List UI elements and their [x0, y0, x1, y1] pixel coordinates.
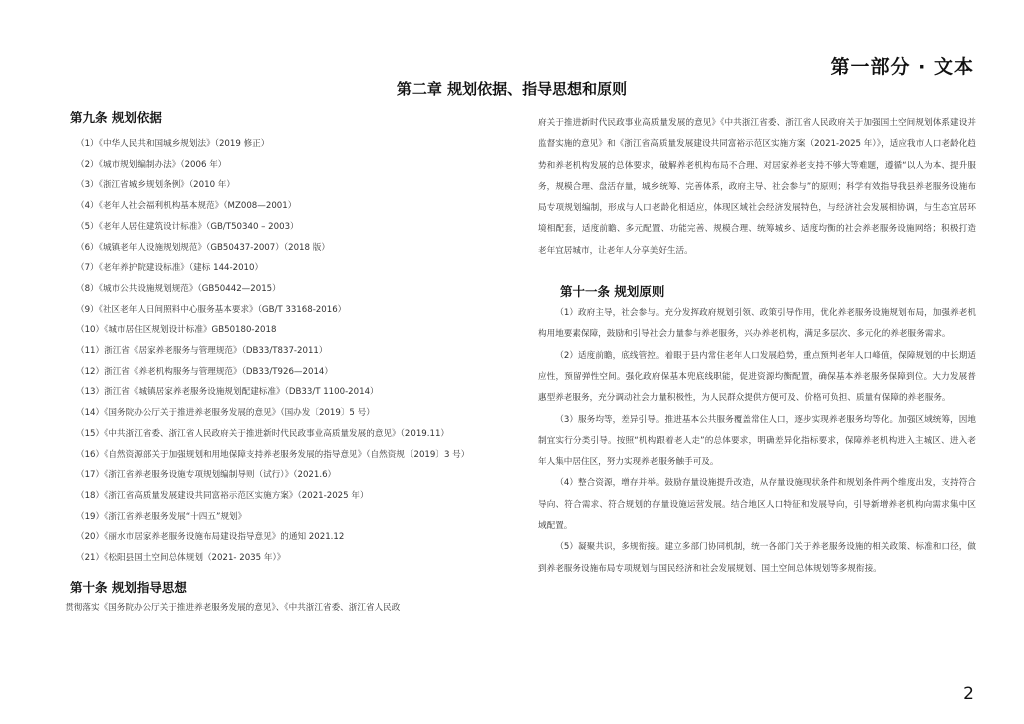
section-9-heading: 第九条 规划依据 — [70, 110, 162, 125]
principle-paragraph: （4）整合资源，增存并举。鼓励存量设施提升改造，从存量设施现状条件和规划条件两个维度出发，支持符合导向、符合需求、符合规划的存量设施运营发展。结合地区人口特征和发展导向，引导新增养老机构向需求集中区域配置。 — [538, 478, 976, 532]
section-10-paragraph-continued: 府关于推进新时代民政事业高质量发展的意见》《中共浙江省委、浙江省人民政府关于加强国土空间规划体系建设并监督实施的意见》和《浙江省高质量发展建设共同富裕示范区实施方案（2021-2025 年）》，适应我市人口老龄化趋势和养老机构发展的总体要求，破解养老机构布局不合理、对居家养老支持不够大等难题，遵循“以人为本、提升服务，规模合理、盘活存量，城乡统筹、完善体系，政府主导、社会参与”的原则；科学有效指导我县养老服务设施布局专项规划编制，形成与人口老龄化相适应，体现区域社会经济发展特色，与经济社会发展相协调，与生态宜居环境相配套，适度前瞻、多元配置、功能完善、规模合理、统筹城乡、适度均衡的社会养老服务设施网络；积极打造老年宜居城市，让老年人分享美好生活。 — [538, 118, 976, 256]
reference-item: （11）浙江省《居家养老服务与管理规范》（DB33/T837-2011） — [76, 346, 328, 357]
reference-item: （21）《松阳县国土空间总体规划（2021- 2035 年）》 — [76, 553, 286, 564]
section-10-heading: 第十条 规划指导思想 — [70, 579, 187, 595]
reference-item: （17）《浙江省养老服务设施专项规划编制导则（试行）》（2021.6） — [76, 470, 337, 481]
reference-item: （3）《浙江省城乡规划条例》（2010 年） — [76, 180, 235, 191]
section-11-heading: 第十一条 规划原则 — [560, 284, 665, 300]
reference-item: （6）《城镇老年人设施规划规范》（GB50437-2007）（2018 版） — [76, 242, 330, 253]
reference-item: （18）《浙江省高质量发展建设共同富裕示范区实施方案》（2021-2025 年） — [76, 490, 369, 501]
reference-item: （13）浙江省《城镇居家养老服务设施规划配建标准》（DB33/T 1100-2014） — [76, 387, 379, 398]
principle-paragraph: （1）政府主导，社会参与。充分发挥政府规划引领、政策引导作用，优化养老服务设施规划布局，加强养老机构用地要素保障，鼓励和引导社会力量参与养老服务，兴办养老机构，满足多层次、多元化的养老服务需求。 — [538, 308, 976, 340]
reference-item: （1）《中华人民共和国城乡规划法》（2019 修正） — [76, 139, 270, 149]
part-title: 第一部分 · 文本 — [830, 56, 974, 78]
reference-item: （12）浙江省《养老机构服务与管理规范》（DB33/T926—2014） — [76, 366, 333, 377]
page-number: 2 — [963, 684, 974, 704]
reference-item: （2）《城市规划编制办法》（2006 年） — [76, 159, 227, 170]
reference-item: （8）《城市公共设施规划规范》（GB50442—2015） — [76, 283, 281, 294]
reference-item: （16）《自然资源部关于加强规划和用地保障支持养老服务发展的指导意见》（自然资规〔2019〕3 号） — [76, 449, 470, 460]
reference-list — [48, 134, 478, 569]
principle-paragraph: （2）适度前瞻，底线管控。着眼于县内常住老年人口发展趋势，重点预判老年人口峰值，保障规划的中长期适应性，预留弹性空间。强化政府保基本兜底线职能，促进资源均衡配置，确保基本养老服务保障到位。大力发展普惠型养老服务，充分调动社会力量积极性，为人民群众提供方便可及、价格可负担、质量有保障的养老服务。 — [538, 350, 976, 404]
reference-item: （5）《老年人居住建筑设计标准》（GB/T50340 – 2003） — [76, 221, 299, 232]
left-column — [48, 110, 478, 619]
reference-item: （15）《中共浙江省委、浙江省人民政府关于推进新时代民政事业高质量发展的意见》（2019.11） — [76, 428, 450, 439]
reference-item: （4）《老年人社会福利机构基本规范》（MZ008—2001） — [76, 201, 297, 212]
reference-item: （19）《浙江省养老服务发展“十四五”规划》 — [76, 511, 247, 522]
reference-item: （20）《丽水市居家养老服务设施布局建设指导意见》的通知 2021.12 — [76, 532, 345, 543]
chapter-title: 第二章 规划依据、指导思想和原则 — [396, 80, 628, 98]
right-column — [538, 113, 976, 580]
reference-item: （7）《老年养护院建设标准》（建标 144-2010） — [76, 263, 264, 274]
reference-item: （10）《城市居住区规划设计标准》GB50180-2018 — [76, 325, 277, 336]
principle-paragraph: （5）凝聚共识，多规衔接。建立多部门协同机制，统一各部门关于养老服务设施的相关政策、标准和口径，做到养老服务设施布局专项规划与国民经济和社会发展规划、国土空间总体规划等多规衔接。 — [538, 542, 976, 574]
section-10-paragraph-start: 贯彻落实《国务院办公厅关于推进养老服务发展的意见》、《中共浙江省委、浙江省人民政 — [65, 602, 401, 613]
principle-paragraph: （3）服务均等，差异引导。推进基本公共服务覆盖常住人口，逐步实现养老服务均等化。加强区域统筹，因地制宜实行分类引导。按照“机构跟着老人走”的总体要求，明确差异化指标要求，保障养老机构进入主城区、进入老年人集中居住区，努力实现养老服务触手可及。 — [538, 414, 976, 468]
reference-item: （9）《社区老年人日间照料中心服务基本要求》（GB/T 33168-2016） — [76, 304, 347, 315]
reference-item: （14）《国务院办公厅关于推进养老服务发展的意见》（国办发〔2019〕5 号） — [76, 408, 375, 419]
